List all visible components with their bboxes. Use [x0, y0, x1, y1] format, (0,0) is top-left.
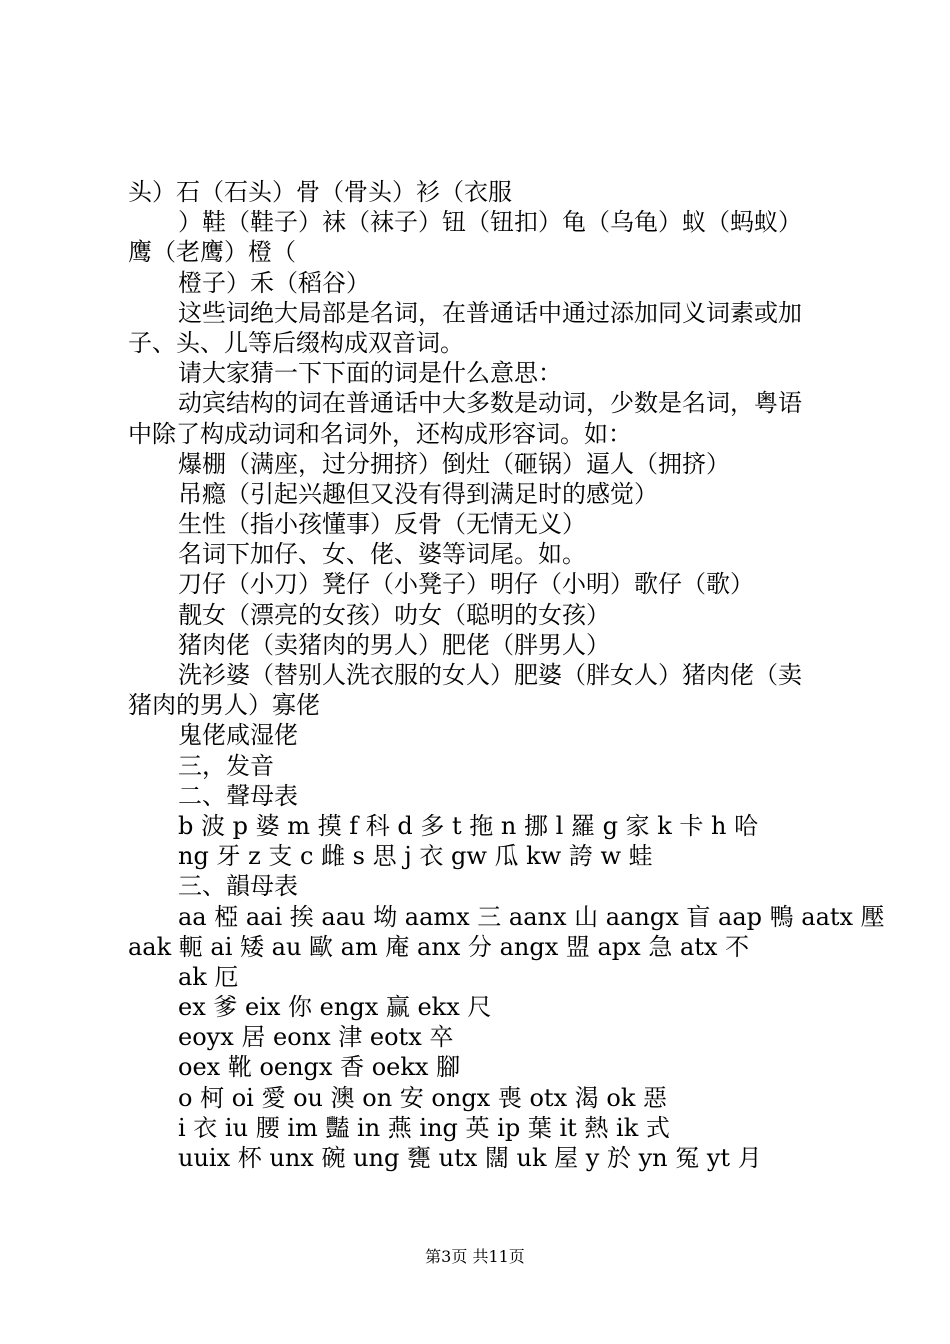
text-line: i 衣 iu 腰 im 豔 in 燕 ing 英 ip 葉 it 熱 ik 式 [178, 1113, 670, 1142]
text-line: 洗衫婆（替别人洗衣服的女人）肥婆（胖女人）猪肉佬（卖 [178, 661, 802, 689]
text-line: ex 爹 eix 你 engx 赢 ekx 尺 [178, 993, 492, 1022]
text-line: 请大家猜一下下面的词是什么意思： [178, 359, 562, 388]
text-line: 吊瘾（引起兴趣但又没有得到满足时的感觉） [178, 479, 658, 508]
text-line: ak 厄 [178, 962, 239, 991]
text-line: 子、头、儿等后缀构成双音词。 [128, 328, 464, 357]
text-line: 靓女（漂亮的女孩）叻女（聪明的女孩） [178, 600, 610, 629]
text-line: 猪肉的男人）寡佬 [128, 691, 320, 720]
text-line: 生性（指小孩懂事）反骨（无情无义） [178, 510, 586, 539]
text-line: 刀仔（小刀）凳仔（小凳子）明仔（小明）歌仔（歌） [178, 570, 754, 599]
text-line: 鹰（老鹰）橙（ [128, 238, 296, 267]
text-line: 猪肉佬（卖猪肉的男人）肥佬（胖男人） [178, 630, 610, 659]
text-line: 名词下加仔、女、佬、婆等词尾。如。 [178, 540, 586, 569]
text-line: 这些词绝大局部是名词，在普通话中通过添加同义词素或加 [178, 298, 802, 327]
text-line: 动宾结构的词在普通话中大多数是动词，少数是名词，粤语 [178, 389, 802, 418]
text-line: oex 靴 oengx 香 oekx 腳 [178, 1053, 461, 1082]
document-body [128, 177, 885, 1173]
text-line: 中除了构成动词和名词外，还构成形容词。如： [128, 419, 632, 448]
text-line: 头）石（石头）骨（骨头）衫（衣服 [128, 178, 512, 206]
text-line: eoyx 居 eonx 津 eotx 卒 [178, 1023, 454, 1052]
text-line: ng 牙 z 支 c 雌 s 思 j 衣 gw 瓜 kw 誇 w 蛙 [178, 842, 653, 871]
text-line: uuix 杯 unx 碗 ung 甕 utx 闊 uk 屋 y 於 yn 冤 yt 月 [178, 1144, 762, 1172]
text-line: b 波 p 婆 m 摸 f 科 d 多 t 拖 n 挪 l 羅 g 家 k 卡 h 哈 [178, 811, 759, 840]
text-line: o 柯 oi 愛 ou 澳 on 安 ongx 喪 otx 渴 ok 惡 [178, 1083, 667, 1112]
section-heading: 三、韻母表 [178, 872, 298, 901]
text-line: aak 軛 ai 矮 au 歐 am 庵 anx 分 angx 盟 apx 急 atx 不 [128, 932, 750, 961]
section-heading: 三，发音 [178, 751, 274, 780]
text-line: aa 椏 aai 挨 aau 坳 aamx 三 aanx 山 aangx 盲 aap 鴨 aatx 壓 [178, 902, 885, 931]
text-line: ）鞋（鞋子）袜（袜子）钮（钮扣）龟（乌龟）蚁（蚂蚁） [178, 208, 802, 237]
text-line: 橙子）禾（稻谷） [178, 268, 370, 297]
text-line: 鬼佬咸湿佬 [178, 721, 298, 750]
page-footer: 第3页 共11页 [425, 1247, 525, 1266]
text-line: 爆棚（满座，过分拥挤）倒灶（砸锅）逼人（拥挤） [178, 449, 730, 478]
section-heading: 二、聲母表 [178, 781, 298, 810]
